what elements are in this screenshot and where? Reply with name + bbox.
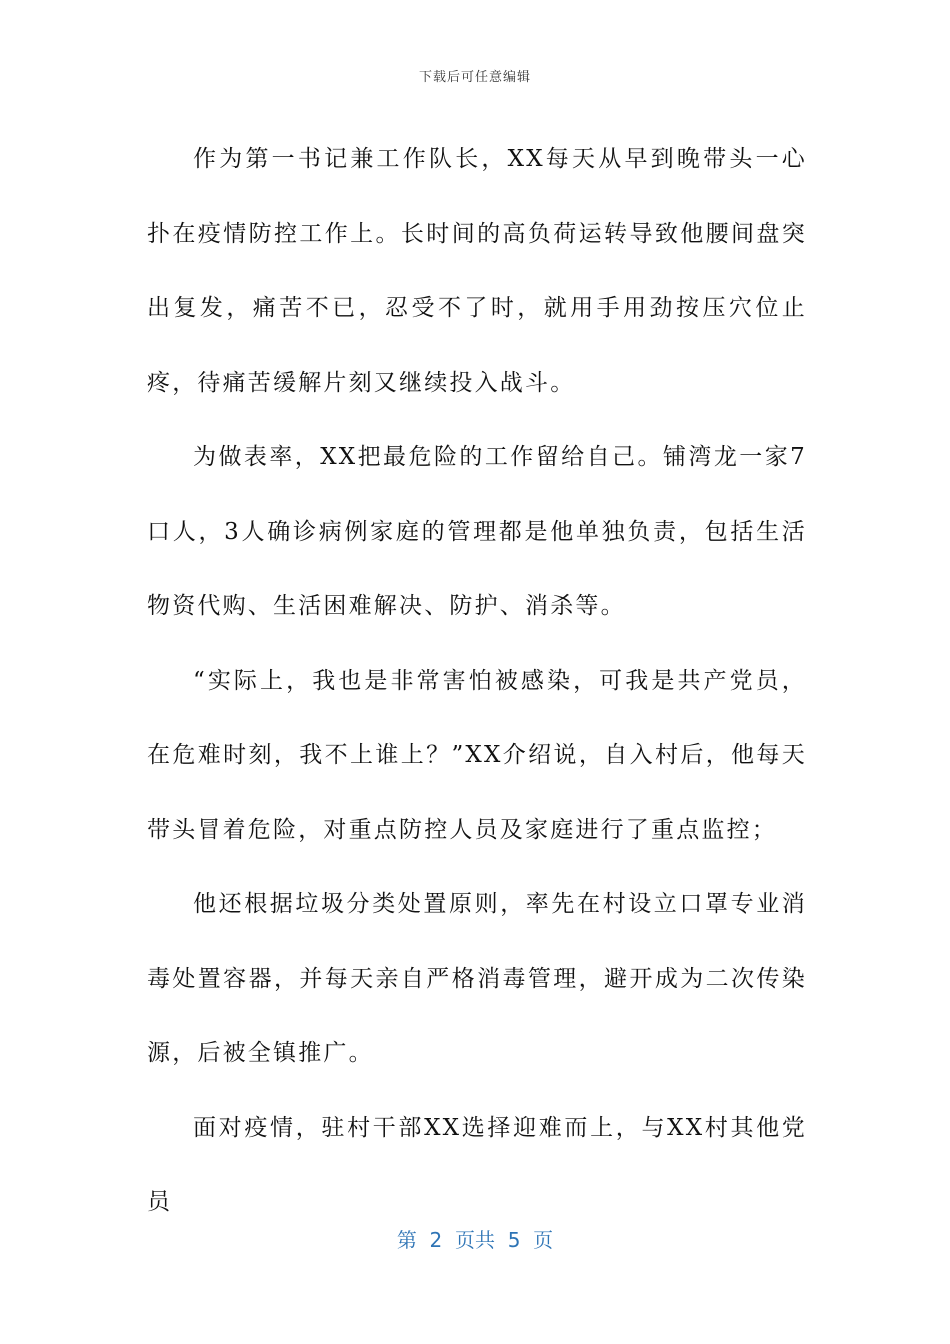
paragraph: 作为第一书记兼工作队长，XX每天从早到晚带头一心扑在疫情防控工作上。长时间的高负荷运转导致他腰间盘突出复发，痛苦不已，忍受不了时，就用手用劲按压穴位止疼，待痛苦缓解片刻又继续投入战斗。 <box>147 146 807 396</box>
document-body <box>147 122 807 1240</box>
page-number-footer: 第 2 页共 5 页 <box>396 1228 554 1252</box>
page-header: 下载后可任意编辑 <box>418 70 531 85</box>
paragraph: “实际上，我也是非常害怕被感染，可我是共产党员，在危难时刻，我不上谁上？”XX介绍说，自入村后，他每天带头冒着危险，对重点防控人员及家庭进行了重点监控； <box>147 667 807 843</box>
paragraph: 为做表率，XX把最危险的工作留给自己。铺湾龙一家7口人，3人确诊病例家庭的管理都是他单独负责，包括生活物资代购、生活困难解决、防护、消杀等。 <box>147 444 807 619</box>
paragraph: 他还根据垃圾分类处置原则，率先在村设立口罩专业消毒处置容器，并每天亲自严格消毒管理，避开成为二次传染源，后被全镇推广。 <box>147 891 807 1066</box>
paragraph: 面对疫情，驻村干部XX选择迎难而上，与XX村其他党员 <box>147 1114 807 1215</box>
